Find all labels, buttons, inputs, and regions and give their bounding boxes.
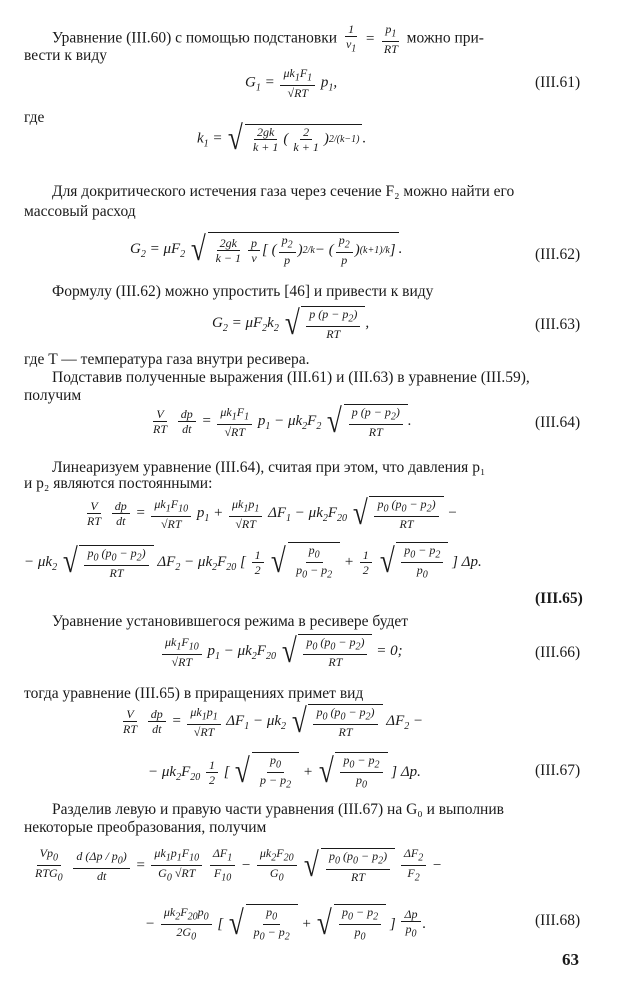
equation-III-64: $\frac{V}{RT}$ $\frac{dp}{dt}$ = $\frac{\mu k_1F_1}{√RT}$ $p_1 - \mu k_2F_2$ √ $\frac{p (p - p_2)}{RT}$ .: [153, 402, 412, 440]
paragraph-9-line-1: Разделив левую и правую части уравнения (III.67) на G₀ и выполнив: [52, 801, 504, 818]
equation-III-61: $G_1$ = $\frac{\mu k_1F_1}{√RT}$ $p_1$,: [245, 66, 338, 101]
equation-number-66: (III.66): [535, 644, 581, 661]
equation-III-68-line-1: $\frac{Vp_0}{RTG_0}$ $\frac{d (\Delta p / p_0)}{dt}$ = $\frac{\mu k_1p_1F_{10}}{G_0 √RT}$ $\frac{\Delta F_1}{F_{10}}$ − $\frac{\mu k_2F_{20}}{G_0}$ √ $\frac{p_0 (p_0 - p_2)}{RT}$ $\frac{\Delta F_2}{F_2}$ −: [35, 846, 443, 884]
equation-III-68-line-2: − $\frac{\mu k_2F_{20}p_0}{2G_0}$ [ √ $\frac{p_0}{p_0 - p_2}$ + √ $\frac{p_0 - p_2}{p_0}$ ] $\frac{\Delta p}{p_0}$ .: [145, 904, 427, 943]
equation-III-67-line-2: − $\mu k_2F_{20}$ $\frac{1}{2}$ [ √ $\frac{p_0}{p - p_2}$ + √ $\frac{p_0 - p_2}{p_0}$ ] Δp.: [148, 753, 421, 791]
equation-number-65: (III.65): [535, 590, 583, 607]
paragraph-5-line-1: Подставив полученные выражения (III.61) и (III.63) в уравнение (III.59),: [52, 369, 530, 386]
equation-number-62: (III.62): [535, 246, 581, 263]
equation-III-62: $G_2 = \mu F_2$ √ $\frac{2gk}{k - 1}$ $\frac{p}{v}$ [ ( $\frac{p_2}{p}$ ) 2/k − ( $\frac{p_2}{p}$ ) (k+1)/k ] .: [130, 230, 403, 268]
text-span: Уравнение (III.60) с помощью подстановки: [52, 29, 338, 47]
paragraph-6-line-1: Линеаризуем уравнение (III.64), считая при этом, что давления p₁: [52, 459, 486, 476]
equation-k1: $k_1$ = √ $\frac{2gk}{k + 1}$ ( $\frac{2}{k + 1}$ ) 2/(k−1) .: [197, 120, 367, 157]
equation-III-67-line-1: $\frac{V}{RT}$ $\frac{dp}{dt}$ = $\frac{\mu k_1p_1}{√RT}$ $\Delta F_1 - \mu k_2$ √ $\frac{p_0 (p_0 - p_2)}{RT}$ $\Delta F_2$ −: [123, 702, 424, 740]
equation-number-68: (III.68): [535, 912, 581, 929]
paragraph-1-line-1: [52, 22, 484, 56]
equation-number-67: (III.67): [535, 762, 581, 779]
paragraph-3-line-1: Формулу (III.62) можно упростить [46] и привести к виду: [52, 283, 434, 300]
equation-number-64: (III.64): [535, 414, 581, 431]
paragraph-2-line-1: Для докритического истечения газа через сечение F₂ можно найти его: [52, 183, 515, 200]
equation-III-65-line-2: − $\mu k_2$ √ $\frac{p_0 (p_0 - p_2)}{RT}$ $\Delta F_2 - \mu k_2F_{20}$ [ $\frac{1}{2}$ √ $\frac{p_0}{p_0 - p_2}$ + $\frac{1}{2}$ √ $\frac{p_0 - p_2}{p_0}$ ] Δp.: [24, 543, 482, 581]
paragraph-5-line-2: получим: [24, 387, 82, 404]
where-label: где: [24, 109, 45, 126]
paragraph-7-line-1: Уравнение установившегося режима в ресивере будет: [52, 613, 409, 630]
substitution-formula: $\frac{1}{v_1}$ = $\frac{p_1}{RT}$: [345, 22, 398, 57]
paragraph-6-line-2: и p₂ являются постоянными:: [24, 475, 213, 492]
equation-III-63: $G_2 = \mu F_2k_2$ √ $\frac{p (p - p_2)}{RT}$ ,: [212, 304, 370, 342]
equation-number-63: (III.63): [535, 316, 581, 333]
page-number: 63: [562, 950, 579, 969]
paragraph-8-line-1: тогда уравнение (III.65) в приращениях примет вид: [24, 685, 364, 702]
paragraph-9-line-2: некоторые преобразования, получим: [24, 819, 267, 836]
equation-III-66: $\frac{\mu k_1F_{10}}{√RT}$ $p_1 - \mu k_2F_{20}$ √ $\frac{p_0 (p_0 - p_2)}{RT}$ = 0;: [160, 634, 403, 669]
paragraph-2-line-2: массовый расход: [24, 203, 136, 220]
equation-number-61: (III.61): [535, 74, 581, 91]
paragraph-4-line-1: где T — температура газа внутри ресивера.: [24, 351, 310, 368]
text-span: можно при-: [406, 29, 484, 47]
paragraph-1-line-2: вести к виду: [24, 47, 107, 64]
equation-III-65-line-1: $\frac{V}{RT}$ $\frac{dp}{dt}$ = $\frac{\mu k_1F_{10}}{√RT}$ $p_1$ + $\frac{\mu k_1p_1}{√RT}$ $\Delta F_1 - \mu k_2F_{20}$ √ $\frac{p_0 (p_0 - p_2)}{RT}$ −: [87, 494, 458, 532]
